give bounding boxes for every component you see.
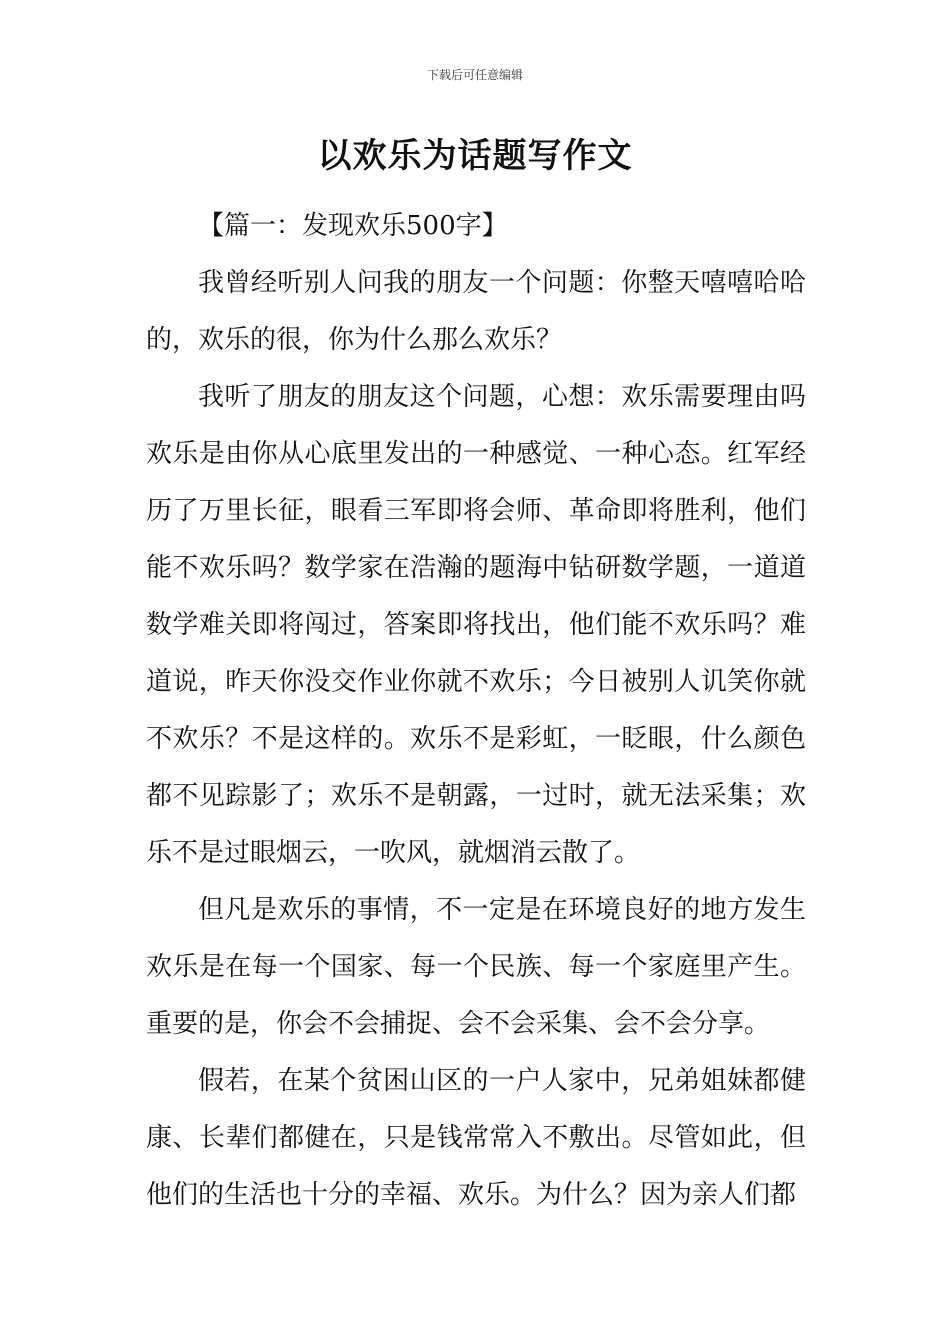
paragraph-1: 我曾经听别人问我的朋友一个问题：你整天嘻嘻哈哈的，欢乐的很，你为什么那么欢乐？ — [146, 268, 806, 355]
header-note: 下载后可任意编辑 — [426, 68, 523, 82]
document-body — [146, 198, 806, 1224]
paragraph-4: 假若，在某个贫困山区的一户人家中，兄弟姐妹都健康、长辈们都健在，只是钱常常入不敷出。尽管如此，但他们的生活也十分的幸福、欢乐。为什么？因为亲人们都 — [146, 1066, 806, 1210]
paragraph-3: 但凡是欢乐的事情，不一定是在环境良好的地方发生欢乐是在每一个国家、每一个民族、每一个家庭里产生。重要的是，你会不会捕捉、会不会采集、会不会分享。 — [146, 895, 806, 1039]
paragraph-2: 我听了朋友的朋友这个问题，心想：欢乐需要理由吗欢乐是由你从心底里发出的一种感觉、一种心态。红军经历了万里长征，眼看三军即将会师、革命即将胜利，他们能不欢乐吗？数学家在浩瀚的题海中钻研数学题，一道道数学难关即将闯过，答案即将找出，他们能不欢乐吗？难道说，昨天你没交作业你就不欢乐；今日被别人讥笑你就不欢乐？不是这样的。欢乐不是彩虹，一眨眼，什么颜色都不见踪影了；欢乐不是朝露，一过时，就无法采集；欢乐不是过眼烟云，一吹风，就烟消云散了。 — [146, 382, 806, 868]
document-title: 以欢乐为话题写作文 — [317, 136, 633, 176]
section-heading: 【篇一：发现欢乐500字】 — [198, 211, 508, 241]
